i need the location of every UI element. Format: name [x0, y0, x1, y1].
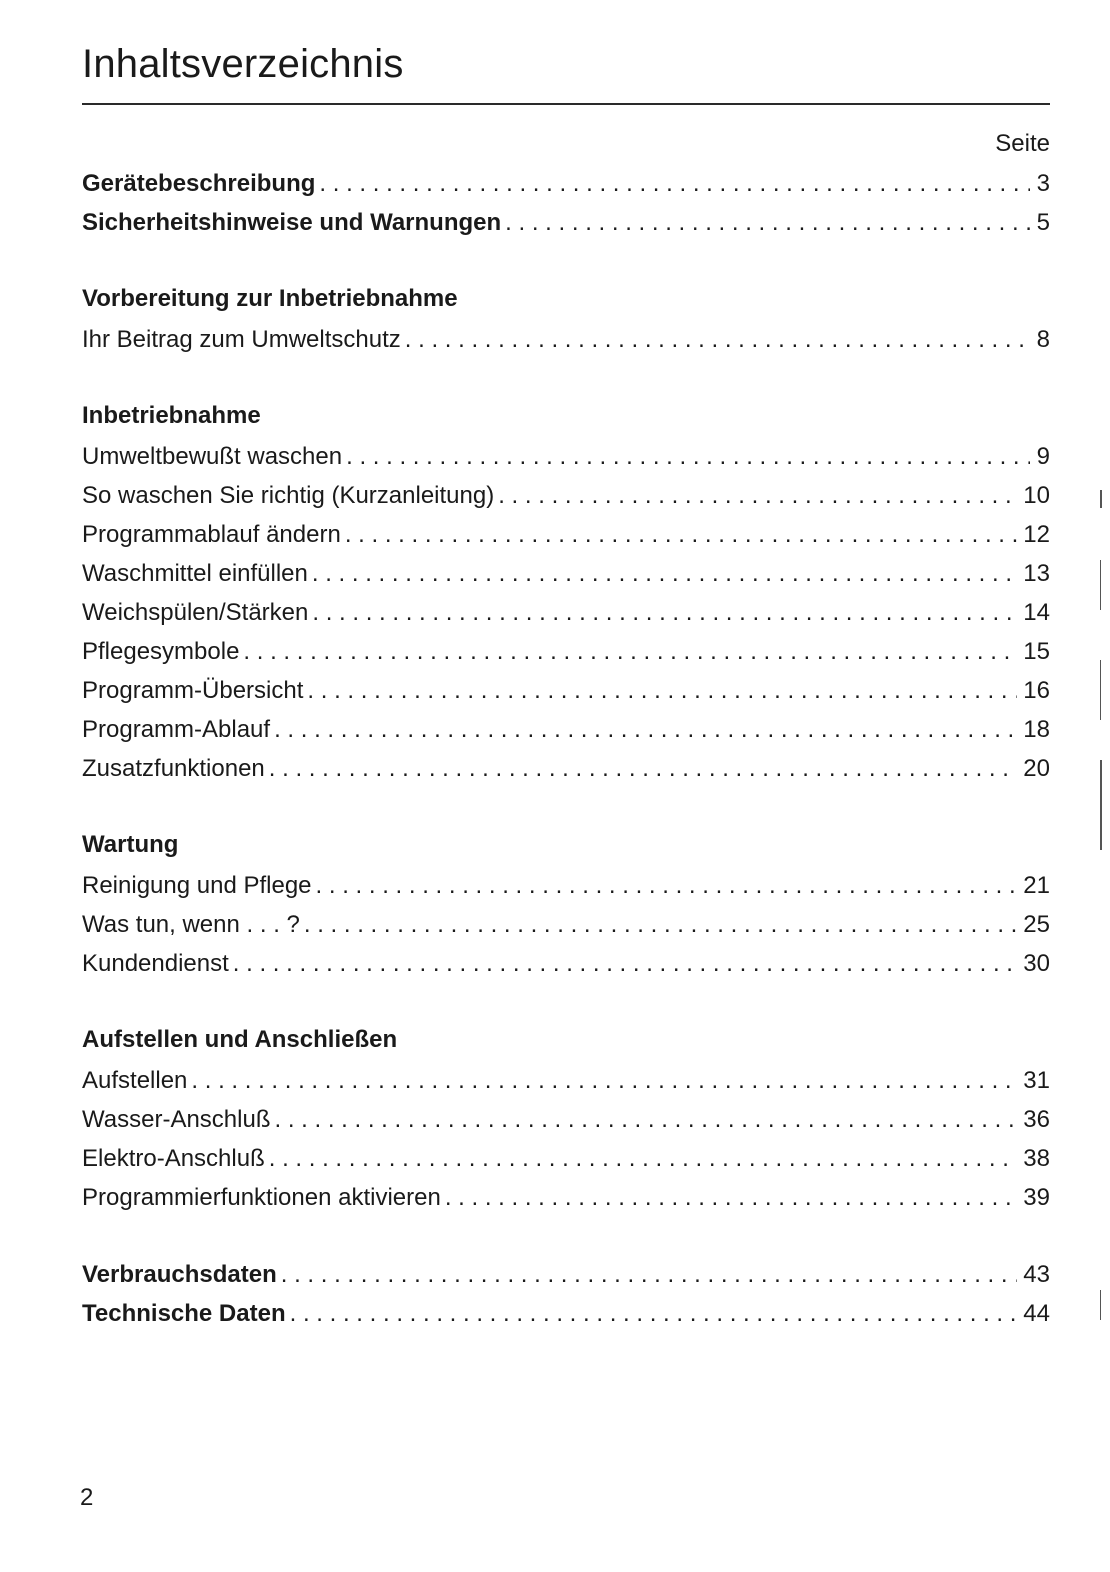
toc-entry-page: 15	[1023, 638, 1050, 665]
toc-entry	[82, 482, 1050, 514]
toc-entry	[82, 911, 1050, 943]
section-heading: Vorbereitung zur Inbetriebnahme	[82, 285, 458, 312]
scan-artifact	[1100, 490, 1102, 508]
section-heading: Aufstellen und Anschließen	[82, 1026, 398, 1053]
toc-entry-title: Was tun, wenn . . . ?	[82, 911, 300, 938]
toc-entry-page: 16	[1023, 677, 1050, 704]
scan-artifact	[1100, 660, 1101, 720]
toc-entry-page: 21	[1023, 872, 1050, 899]
toc-entry	[82, 170, 1050, 202]
toc-entry-page: 18	[1023, 716, 1050, 743]
toc-entry-page: 39	[1023, 1184, 1050, 1211]
dot-leader	[269, 1145, 1018, 1173]
toc-entry-title: Waschmittel einfüllen	[82, 560, 308, 587]
toc-entry-title: Verbrauchsdaten	[82, 1261, 277, 1288]
toc-entry-title: Programmablauf ändern	[82, 521, 341, 548]
scan-artifact	[1100, 760, 1102, 850]
toc-entry	[82, 1145, 1050, 1177]
toc-entry-title: Zusatzfunktionen	[82, 755, 265, 782]
toc-entry	[82, 1067, 1050, 1099]
dot-leader	[405, 326, 1030, 354]
toc-entry-title: Technische Daten	[82, 1300, 286, 1327]
dot-leader	[233, 950, 1018, 978]
toc-entry	[82, 1261, 1050, 1293]
section-heading: Inbetriebnahme	[82, 402, 261, 429]
dot-leader	[274, 716, 1017, 744]
toc-entry-title: Umweltbewußt waschen	[82, 443, 343, 470]
toc-entry-title: Programm-Übersicht	[82, 677, 304, 704]
dot-leader	[445, 1184, 1017, 1212]
toc-entry-page: 25	[1023, 911, 1050, 938]
toc-entry-page: 30	[1023, 950, 1050, 977]
toc-entry	[82, 872, 1050, 904]
toc-entry	[82, 716, 1050, 748]
toc-entry	[82, 1300, 1050, 1332]
toc-entry	[82, 1184, 1050, 1216]
toc-entry-title: Programmierfunktionen aktivieren	[82, 1184, 441, 1211]
dot-leader	[346, 443, 1030, 471]
toc-entry-title: Sicherheitshinweise und Warnungen	[82, 209, 502, 236]
dot-leader	[304, 911, 1017, 939]
toc-entry-page: 9	[1036, 443, 1050, 470]
toc-entry	[82, 1106, 1050, 1138]
scan-artifact	[1100, 560, 1101, 610]
toc-entry-page: 8	[1036, 326, 1050, 353]
toc-entry-title: Elektro-Anschluß	[82, 1145, 265, 1172]
toc-entry-title: Wasser-Anschluß	[82, 1106, 271, 1133]
toc-entry-page: 14	[1023, 599, 1050, 626]
toc-entry-page: 38	[1023, 1145, 1050, 1172]
dot-leader	[505, 209, 1030, 237]
dot-leader	[498, 482, 1017, 510]
toc-entry-title: Aufstellen	[82, 1067, 188, 1094]
dot-leader	[269, 755, 1018, 783]
dot-leader	[307, 677, 1017, 705]
toc-entry-title: Kundendienst	[82, 950, 229, 977]
toc-entry	[82, 950, 1050, 982]
toc-entry-page: 43	[1023, 1261, 1050, 1288]
toc-entry-title: Pflegesymbole	[82, 638, 240, 665]
toc-entry-page: 13	[1023, 560, 1050, 587]
toc-entry	[82, 560, 1050, 592]
toc-entry-page: 20	[1023, 755, 1050, 782]
toc-entry-page: 12	[1023, 521, 1050, 548]
toc-entry	[82, 755, 1050, 787]
dot-leader	[290, 1300, 1018, 1328]
scan-artifact	[1100, 1290, 1101, 1320]
dot-leader	[281, 1261, 1018, 1289]
section-heading: Wartung	[82, 831, 179, 858]
toc-entry-title: Reinigung und Pflege	[82, 872, 312, 899]
page-column-label: Seite	[995, 130, 1050, 157]
toc-entry	[82, 638, 1050, 670]
dot-leader	[274, 1106, 1017, 1134]
toc-entry	[82, 521, 1050, 553]
toc-entry	[82, 677, 1050, 709]
dot-leader	[319, 170, 1030, 198]
dot-leader	[191, 1067, 1017, 1095]
dot-leader	[312, 599, 1017, 627]
dot-leader	[312, 560, 1017, 588]
toc-entry-title: Programm-Ablauf	[82, 716, 271, 743]
toc-entry	[82, 209, 1050, 241]
toc-entry-title: Weichspülen/Stärken	[82, 599, 309, 626]
toc-entry-title: Gerätebeschreibung	[82, 170, 316, 197]
toc-entry-page: 31	[1023, 1067, 1050, 1094]
toc-entry-page: 36	[1023, 1106, 1050, 1133]
dot-leader	[243, 638, 1017, 666]
toc-entry	[82, 443, 1050, 475]
toc-entry-page: 5	[1036, 209, 1050, 236]
toc-entry-page: 44	[1023, 1300, 1050, 1327]
page-number: 2	[80, 1484, 94, 1511]
dot-leader	[316, 872, 1018, 900]
toc-entry-page: 10	[1023, 482, 1050, 509]
toc-entry-title: So waschen Sie richtig (Kurzanleitung)	[82, 482, 495, 509]
title-divider	[82, 103, 1050, 105]
toc-entry-page: 3	[1036, 170, 1050, 197]
page-title: Inhaltsverzeichnis	[82, 42, 404, 86]
dot-leader	[345, 521, 1017, 549]
toc-entry	[82, 326, 1050, 358]
toc-entry-title: Ihr Beitrag zum Umweltschutz	[82, 326, 401, 353]
toc-entry	[82, 599, 1050, 631]
